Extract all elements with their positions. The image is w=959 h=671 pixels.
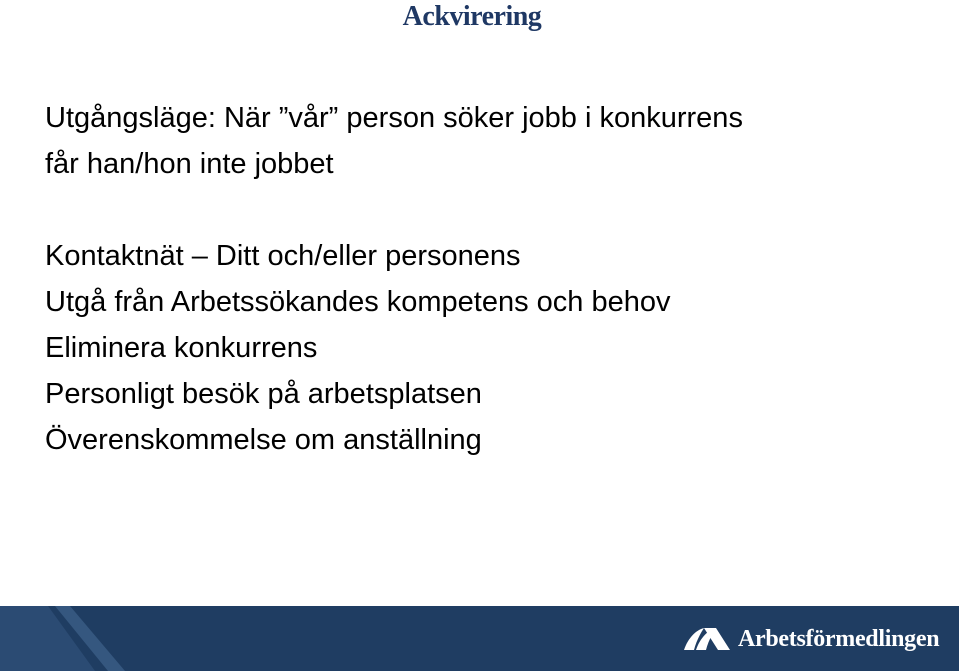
footer-logo — [682, 622, 939, 656]
intro-line-1: Utgångsläge: När ”vår” person söker jobb i konkurrens — [45, 102, 743, 134]
arbetsformedlingen-logo-icon — [682, 624, 732, 654]
footer-stripe-1 — [0, 606, 95, 671]
point-eliminate-competition: Eliminera konkurrens — [45, 332, 318, 364]
point-employment-agreement: Överenskommelse om anställning — [45, 424, 482, 456]
point-workplace-visit: Personligt besök på arbetsplatsen — [45, 378, 482, 410]
point-contact-network: Kontaktnät – Ditt och/eller personens — [45, 240, 521, 272]
intro-line-2: får han/hon inte jobbet — [45, 148, 334, 180]
slide-title: Ackvirering — [402, 1, 542, 32]
point-competence: Utgå från Arbetssökandes kompetens och behov — [45, 286, 671, 318]
logo-text: Arbetsförmedlingen — [738, 625, 940, 652]
